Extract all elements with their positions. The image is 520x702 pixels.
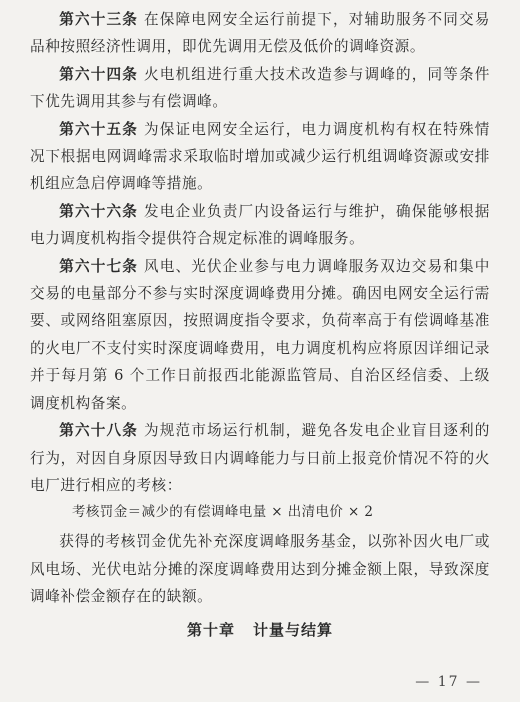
article-65 bbox=[30, 116, 490, 198]
article-text: 为规范市场运行机制，避免各发电企业盲目逐利的行为，对因自身原因导致日内调峰能力与日前上报竞价情况不符的火电厂进行相应的考核： bbox=[30, 422, 490, 494]
chapter-number: 第十章 bbox=[186, 620, 235, 639]
article-number: 第六十三条 bbox=[59, 11, 138, 28]
article-63 bbox=[30, 6, 490, 61]
article-text: 发电企业负责厂内设备运行与维护，确保能够根据电力调度机构指令提供符合规定标准的调峰服务。 bbox=[30, 202, 490, 248]
article-68 bbox=[30, 417, 490, 499]
article-number: 第六十六条 bbox=[59, 202, 138, 220]
chapter-title: 计量与结算 bbox=[253, 620, 334, 639]
article-text: 火电机组进行重大技术改造参与调峰的，同等条件下优先调用其参与有偿调峰。 bbox=[30, 65, 490, 111]
article-number: 第六十四条 bbox=[59, 65, 138, 83]
article-text: 风电、光伏企业参与电力调峰服务双边交易和集中交易的电量部分不参与实时深度调峰费用分摊。确因电网安全运行需要、或网络阻塞原因，按照调度指令要求，负荷率高于有偿调峰基准的火电厂不支付实时深度调峰费用，电力调度机构应将原因详细记录并于每月第 6 个工作日前报西北能源监管局、自治区经信委、上级调度机构备案。 bbox=[30, 257, 490, 412]
page-number: — 17 — bbox=[415, 674, 482, 690]
article-text: 在保障电网安全运行前提下，对辅助服务不同交易品种按照经济性调用，即优先调用无偿及低价的调峰资源。 bbox=[30, 11, 490, 56]
article-number: 第六十七条 bbox=[59, 257, 138, 275]
article-64 bbox=[30, 61, 490, 116]
chapter-heading bbox=[30, 617, 490, 643]
article-number: 第六十八条 bbox=[59, 422, 138, 440]
article-66 bbox=[30, 198, 490, 253]
article-number: 第六十五条 bbox=[59, 120, 138, 138]
penalty-formula: 考核罚金＝减少的有偿调峰电量 × 出清电价 × 2 bbox=[72, 504, 374, 521]
closing-paragraph: 获得的考核罚金优先补充深度调峰服务基金，以弥补因火电厂或风电场、光伏电站分摊的深度调峰费用达到分摊金额上限，导致深度调峰补偿金额存在的缺额。 bbox=[30, 533, 490, 606]
article-67 bbox=[30, 253, 490, 417]
article-text: 为保证电网安全运行，电力调度机构有权在特殊情况下根据电网调峰需求采取临时增加或减少运行机组调峰资源或安排机组应急启停调峰等措施。 bbox=[30, 120, 490, 193]
